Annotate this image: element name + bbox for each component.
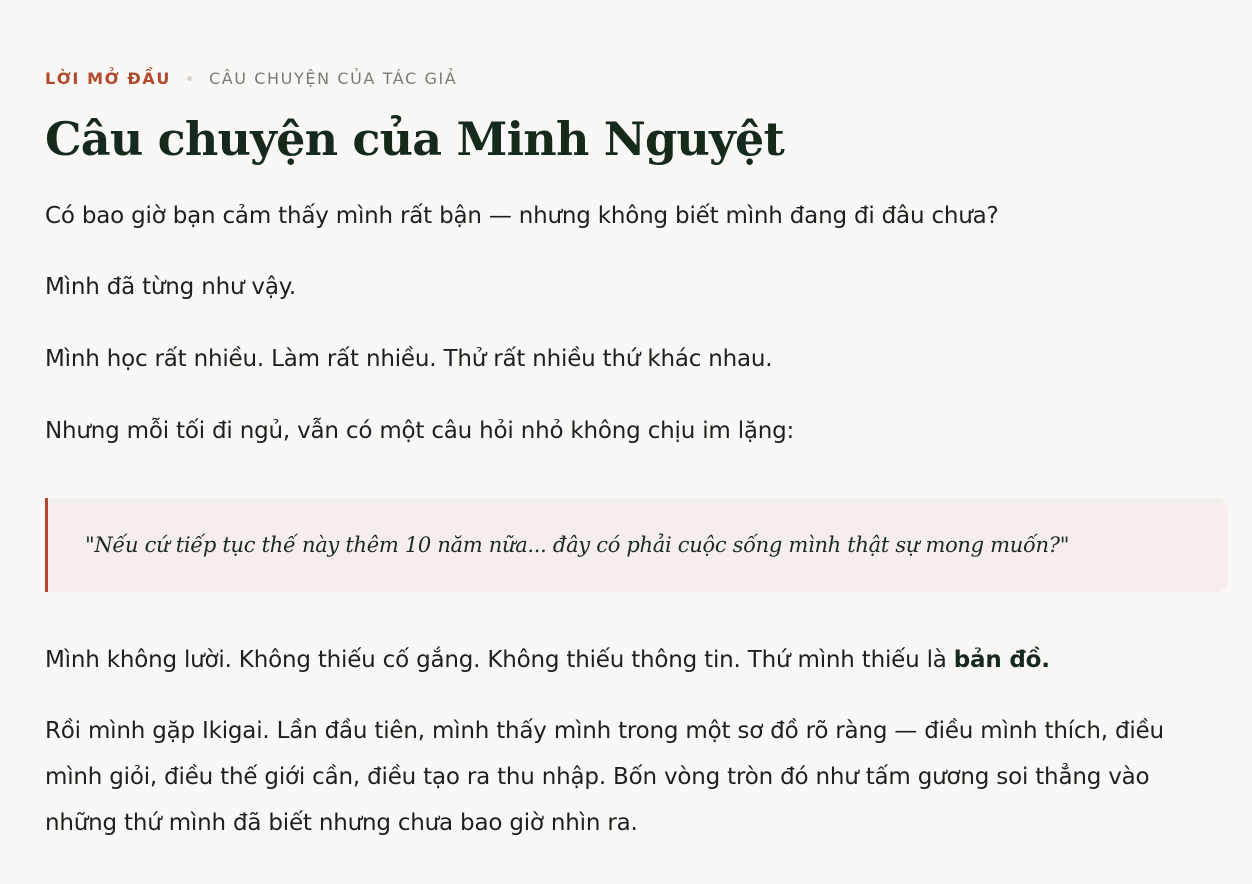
paragraph-question: Nhưng mỗi tối đi ngủ, vẫn có một câu hỏi nhỏ không chịu im lặng:: [45, 418, 795, 444]
paragraph-intro: Có bao giờ bạn cảm thấy mình rất bận — nhưng không biết mình đang đi đâu chưa?: [45, 203, 999, 229]
paragraph-map-emphasis: bản đồ.: [953, 647, 1050, 673]
paragraph-ikigai: Rồi mình gặp Ikigai. Lần đầu tiên, mình thấy mình trong một sơ đồ rõ ràng — điều mình thích, điều mình giỏi, điều thế giới cần, điều tạo ra thu nhập. Bốn vòng tròn đó như tấm gương soi thẳng vào những thứ mình đã biết nhưng chưa bao giờ nhìn ra.: [45, 718, 1164, 836]
paragraph-effort: Mình học rất nhiều. Làm rất nhiều. Thử rất nhiều thứ khác nhau.: [45, 346, 773, 372]
next-paragraph-clipped: [45, 872, 1165, 884]
paragraph-map: [45, 637, 1050, 683]
paragraph-same: Mình đã từng như vậy.: [45, 274, 296, 300]
paragraph-map-lead: Mình không lười. Không thiếu cố gắng. Không thiếu thông tin. Thứ mình thiếu là: [45, 647, 954, 673]
pull-quote: [45, 498, 1228, 592]
quote-text: "Nếu cứ tiếp tục thế này thêm 10 năm nữa... đây có phải cuộc sống mình thật sự mong muốn?": [85, 533, 1070, 557]
page-title: Câu chuyện của Minh Nguyệt: [45, 112, 784, 166]
subsection-label: CÂU CHUYỆN CỦA TÁC GIẢ: [208, 69, 458, 88]
section-label: LỜI MỞ ĐẦU: [45, 69, 171, 88]
separator-dot: [187, 76, 192, 81]
breadcrumb: [45, 69, 457, 88]
